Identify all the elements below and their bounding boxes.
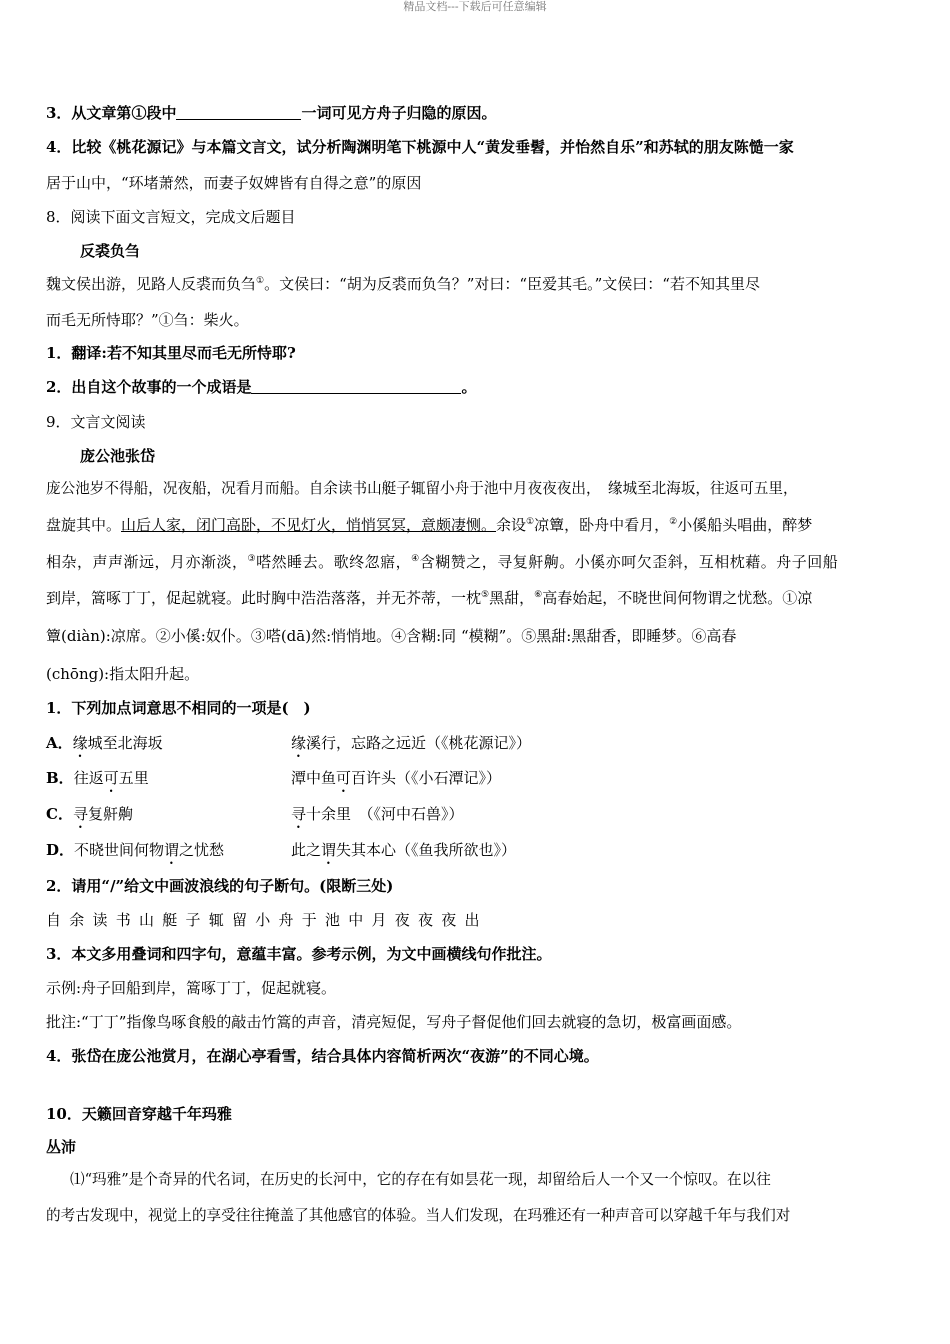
answer-blank (176, 104, 301, 120)
dotted-word: 缘 (72, 734, 88, 752)
q8-item2-text: 2．出自这个故事的一个成语是 (46, 378, 252, 396)
q8-text-line2: 而毛无所恃耶？”①刍：柴火。 (46, 311, 249, 329)
q8-heading: 8．阅读下面文言短文，完成文后题目 (46, 208, 296, 226)
q10-author: 丛沛 (46, 1138, 77, 1156)
option-right-pre: 此之 (291, 841, 322, 859)
option-letter: A． (46, 734, 73, 752)
q9-item1: 1．下列加点词意思不相同的一项是( ) (46, 699, 311, 717)
dotted-word: 缘 (291, 734, 307, 752)
option-letter: D． (46, 841, 75, 859)
passage-text: 小傒船头唱曲，醉梦 (677, 516, 813, 534)
dotted-word: 寻 (72, 805, 88, 823)
dotted-word: 谓 (164, 841, 180, 859)
footnote-marker: ② (669, 517, 678, 527)
underlined-sentence: 山后人家，闭门高卧，不见灯火，悄悄冥冥，意颇凄恻。 (121, 516, 497, 534)
q8-item2-end: 。 (461, 378, 477, 396)
option-right-post: 失其本心（《鱼我所欲也》） (336, 841, 517, 859)
q7-item3-text: 3．从文章第①段中 (46, 104, 177, 122)
q10-para1-line1: ⑴“玛雅”是个奇异的代名词，在历史的长河中，它的存在有如昙花一现，却留给后人一个又一个惊叹。在以往 (70, 1171, 771, 1188)
dotted-word: 可 (336, 769, 352, 787)
q7-item3 (46, 104, 496, 122)
option-right-post: 溪行，忘路之远近（《桃花源记》） (306, 734, 532, 752)
option-letter: B． (46, 769, 74, 787)
q8-text-b: 。文侯曰：“胡为反裘而负刍？”对曰：“臣爱其毛。”文侯曰：“若不知其里尽 (264, 275, 760, 293)
q9-item2-chars: 自余读书山艇子辄留小舟于池中月夜夜夜出 (46, 911, 488, 929)
q9-item3: 3．本文多用叠词和四字句，意蕴丰富。参考示例，为文中画横线句作批注。 (46, 945, 552, 963)
option-left-post: 复鼾齁 (87, 805, 133, 823)
q7-item3-text-end: 一词可见方舟子归隐的原因。 (301, 104, 497, 122)
passage-text: 黑甜， (489, 589, 535, 607)
q10-heading: 10．天籁回音穿越千年玛雅 (46, 1105, 232, 1123)
footnote-marker: ① (256, 276, 265, 286)
footnote-marker: ③ (247, 554, 257, 564)
passage-text: 嗒然睡去。歌终忽寤， (256, 553, 412, 571)
passage-text: 到岸，篙啄丁丁，促起就寝。此时胸中浩浩落落，并无芥蒂，一枕 (46, 589, 482, 607)
footnote-marker: ① (526, 517, 535, 527)
q7-item4-line1: 4．比较《桃花源记》与本篇文言文，试分析陶渊明笔下桃源中人“黄发垂髫，并怡然自乐”和苏轼的朋友陈慥一家 (46, 138, 794, 156)
q8-item1: 1．翻译:若不知其里尽而毛无所恃耶? (46, 344, 296, 362)
option-left-pre: 往返 (73, 769, 104, 787)
dotted-word: 可 (103, 769, 119, 787)
passage-text: 高春始起，不晓世间何物谓之忧愁。①凉 (542, 589, 813, 607)
q9-item4: 4．张岱在庞公池赏月，在湖心亭看雪，结合具体内容简析两次“夜游”的不同心境。 (46, 1047, 599, 1065)
option-right-post: 百许头（《小石潭记》） (351, 769, 502, 787)
q9-notes-line1: 簟(diàn):凉席。②小傒:奴仆。③嗒(dā)然:悄悄地。④含糊:同 “模糊”。⑤黑甜:黑甜香，即睡梦。⑥高春 (46, 627, 737, 645)
option-c (46, 805, 464, 832)
q8-title: 反裘负刍 (80, 242, 141, 260)
q9-notes-line2: (chōng):指太阳升起。 (46, 665, 200, 683)
q7-item4-line2: 居于山中，“环堵萧然，而妻子奴婢皆有自得之意”的原因 (46, 174, 422, 192)
footnote-marker: ④ (411, 554, 420, 564)
q9-passage-line1: 庞公池岁不得船，况夜船，况看月而船。自余读书山艇子辄留小舟于池中月夜夜夜出， 缘城至北海坂，往返可五里， (46, 480, 798, 497)
q9-example: 示例:舟子回船到岸，篙啄丁丁，促起就寝。 (46, 979, 337, 997)
passage-text: 盘旋其中。 (46, 516, 122, 534)
q9-item2: 2．请用“/”给文中画波浪线的句子断句。(限断三处) (46, 877, 394, 895)
option-right-pre: 潭中鱼 (291, 769, 337, 787)
option-left-pre: 不晓世间何物 (74, 841, 165, 859)
option-letter: C． (46, 805, 73, 823)
option-left-post: 之忧愁 (179, 841, 225, 859)
q9-title: 庞公池张岱 (80, 447, 156, 465)
passage-text: 余设 (496, 516, 527, 534)
passage-text: 相杂，声声渐远，月亦渐淡， (46, 553, 248, 571)
option-a (46, 734, 531, 761)
q8-item2 (46, 378, 476, 396)
q9-comment: 批注:“丁丁”指像鸟啄食般的敲击竹篙的声音，清亮短促，写舟子督促他们回去就寝的急切，极富画面感。 (46, 1013, 742, 1031)
q9-passage-line2 (46, 516, 812, 534)
footnote-marker: ⑤ (481, 590, 490, 600)
passage-text: 凉簟，卧舟中看月， (534, 516, 670, 534)
option-right-post: 十余里 （《河中石兽》） (306, 805, 464, 823)
q8-text-line1 (46, 275, 760, 293)
q9-passage-line3 (46, 553, 838, 571)
q9-passage-line4 (46, 589, 812, 607)
dotted-word: 谓 (321, 841, 337, 859)
answer-blank (251, 378, 461, 394)
page-header: 精品文档---下载后可任意编辑 (403, 0, 547, 13)
q8-text-a: 魏文侯出游，见路人反裘而负刍 (46, 275, 257, 293)
option-b (46, 769, 501, 796)
option-left-post: 五里 (118, 769, 149, 787)
passage-text: 含糊赞之，寻复鼾齁。小傒亦呵欠歪斜，互相枕藉。舟子回船 (419, 553, 839, 571)
footnote-marker: ⑥ (534, 590, 543, 600)
option-d (46, 841, 516, 868)
q10-para1-line2: 的考古发现中，视觉上的享受往往掩盖了其他感官的体验。当人们发现，在玛雅还有一种声音可以穿越千年与我们对 (46, 1207, 791, 1224)
q9-heading: 9．文言文阅读 (46, 413, 146, 431)
dotted-word: 寻 (291, 805, 307, 823)
option-left-post: 城至北海坂 (87, 734, 163, 752)
